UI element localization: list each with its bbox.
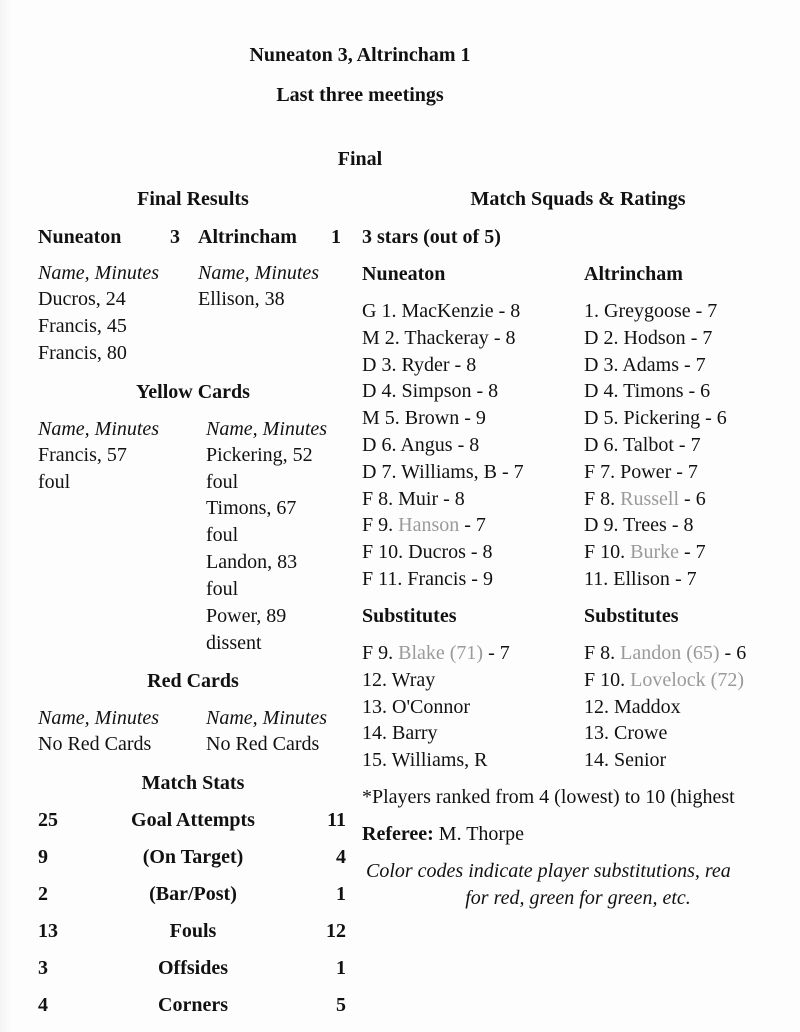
player-name: Hodson bbox=[623, 326, 686, 349]
yellow-card-entry: Timons, 67 bbox=[206, 497, 297, 519]
home-subs-heading: Substitutes bbox=[362, 605, 457, 627]
player-position-number: D 6. bbox=[584, 434, 624, 456]
player-name: Angus bbox=[400, 434, 453, 456]
player-position-number: 1. bbox=[584, 300, 604, 322]
stat-label: Fouls bbox=[169, 920, 217, 942]
stat-label: (Bar/Post) bbox=[149, 883, 237, 905]
player-position-number: D 4. bbox=[584, 380, 624, 403]
player-row bbox=[362, 461, 524, 484]
substitute-row bbox=[584, 642, 746, 665]
player-position-number: F 8. bbox=[362, 487, 399, 510]
yellow-card-entry: Landon, 83 bbox=[206, 551, 298, 573]
stat-away-value: 11 bbox=[327, 809, 346, 831]
player-rating: - 7 bbox=[679, 353, 706, 376]
match-stats-heading: Match Stats bbox=[141, 772, 245, 794]
player-rating: - 8 bbox=[452, 434, 480, 456]
home-goals-header: Name, Minutes bbox=[38, 262, 160, 284]
player-name: Wray bbox=[391, 668, 436, 691]
yellow-card-entry: Pickering, 52 bbox=[206, 444, 313, 466]
home-yellow-header: Name, Minutes bbox=[38, 418, 160, 440]
player-rating: - 6 bbox=[700, 407, 727, 430]
player-rating: - 7 bbox=[673, 434, 701, 456]
player-name: Williams, B bbox=[401, 460, 497, 483]
player-position-number: D 2. bbox=[584, 326, 624, 349]
player-row bbox=[584, 354, 706, 377]
away-red-cards: No Red Cards bbox=[206, 733, 320, 755]
ranking-note: *Players ranked from 4 (lowest) to 10 (highest bbox=[362, 786, 735, 808]
player-row bbox=[362, 354, 476, 377]
player-row bbox=[362, 514, 486, 537]
player-row bbox=[584, 541, 706, 564]
yellow-cards-heading: Yellow Cards bbox=[136, 381, 250, 403]
away-squad-label: Altrincham bbox=[584, 263, 683, 285]
player-name: Talbot bbox=[623, 434, 674, 456]
player-row bbox=[362, 488, 465, 511]
player-name: Adams bbox=[622, 353, 680, 376]
player-row bbox=[362, 327, 515, 350]
away-goals-header: Name, Minutes bbox=[198, 262, 320, 284]
player-position-number: F 10. bbox=[362, 541, 409, 564]
player-name: Muir bbox=[398, 487, 439, 510]
stat-label: Offsides bbox=[158, 957, 228, 979]
stat-label: (On Target) bbox=[142, 846, 244, 868]
player-position-number: D 9. bbox=[584, 514, 624, 537]
player-name: Simpson bbox=[401, 380, 472, 403]
goal-entry: Francis, 80 bbox=[38, 342, 127, 364]
player-name: Crowe bbox=[614, 722, 668, 745]
final-results-heading: Final Results bbox=[137, 188, 249, 210]
player-name: Greygoose bbox=[604, 300, 691, 322]
player-row bbox=[584, 407, 727, 430]
goal-entry: Francis, 45 bbox=[38, 315, 127, 337]
stage-label: Final bbox=[337, 148, 383, 170]
player-position-number: D 3. bbox=[584, 353, 623, 376]
player-position-number: 14. bbox=[362, 722, 392, 745]
substitute-row bbox=[584, 722, 667, 745]
player-rating: - 6 bbox=[679, 487, 706, 510]
color-note-line-1: Color codes indicate player substitutions, rea bbox=[366, 860, 731, 882]
stat-label: Corners bbox=[158, 994, 228, 1016]
player-name: Ellison bbox=[613, 568, 670, 590]
away-red-header: Name, Minutes bbox=[206, 707, 328, 729]
stat-home-value: 13 bbox=[38, 920, 58, 942]
player-position-number: F 10. bbox=[584, 668, 631, 691]
away-yellow-header: Name, Minutes bbox=[206, 418, 328, 440]
home-team-label: Nuneaton bbox=[38, 226, 122, 248]
player-name: Lovelock (72) bbox=[630, 668, 744, 691]
player-rating: - 7 bbox=[459, 514, 486, 537]
player-position-number: M 2. bbox=[362, 326, 405, 349]
yellow-card-reason: foul bbox=[206, 524, 239, 546]
color-note-line-2: for red, green for green, etc. bbox=[465, 887, 691, 909]
player-position-number: F 8. bbox=[584, 487, 621, 510]
stat-home-value: 9 bbox=[38, 846, 48, 868]
home-squad-label: Nuneaton bbox=[362, 263, 446, 285]
player-position-number: F 8. bbox=[584, 642, 621, 664]
stat-home-value: 2 bbox=[38, 883, 48, 905]
player-name: Williams, R bbox=[391, 749, 488, 772]
goal-entry: Ellison, 38 bbox=[198, 288, 285, 310]
player-position-number: D 3. bbox=[362, 353, 402, 376]
player-position-number: F 9. bbox=[362, 642, 399, 664]
player-position-number: F 7. bbox=[584, 460, 621, 483]
player-name: Francis bbox=[407, 568, 467, 590]
stat-home-value: 25 bbox=[38, 809, 58, 831]
player-name: Timons bbox=[623, 380, 684, 403]
player-position-number: D 5. bbox=[584, 407, 624, 430]
player-rating: - 8 bbox=[438, 487, 465, 510]
substitute-row bbox=[362, 669, 435, 692]
page-subtitle: Last three meetings bbox=[276, 84, 444, 106]
yellow-card-reason: dissent bbox=[206, 632, 262, 654]
star-rating: 3 stars (out of 5) bbox=[362, 226, 501, 248]
stat-home-value: 4 bbox=[38, 994, 48, 1016]
player-rating: - 7 bbox=[496, 460, 524, 483]
away-team-label: Altrincham bbox=[198, 226, 297, 248]
player-position-number: 13. bbox=[362, 695, 392, 718]
player-position-number: D 4. bbox=[362, 380, 402, 403]
player-rating: - 8 bbox=[449, 353, 477, 376]
player-position-number: F 9. bbox=[362, 514, 399, 537]
substitute-row bbox=[584, 696, 681, 719]
player-name: Pickering bbox=[623, 407, 701, 430]
player-name: Landon (65) bbox=[620, 642, 720, 664]
home-red-cards: No Red Cards bbox=[38, 733, 152, 755]
substitute-row bbox=[362, 722, 438, 745]
player-name: Trees bbox=[623, 514, 667, 537]
yellow-card-reason: foul bbox=[38, 471, 71, 493]
player-position-number: F 10. bbox=[584, 541, 631, 564]
stat-label: Goal Attempts bbox=[131, 809, 255, 831]
substitute-row bbox=[362, 642, 510, 665]
player-position-number: D 6. bbox=[362, 434, 401, 456]
player-row bbox=[362, 380, 498, 403]
player-rating: - 9 bbox=[459, 407, 486, 430]
player-rating: - 7 bbox=[483, 642, 510, 664]
player-position-number: 12. bbox=[584, 695, 614, 718]
home-red-header: Name, Minutes bbox=[38, 707, 160, 729]
player-row bbox=[362, 568, 493, 591]
player-position-number: 14. bbox=[584, 749, 614, 772]
player-name: Burke bbox=[630, 541, 680, 564]
player-position-number: G 1. bbox=[362, 300, 402, 322]
substitute-row bbox=[584, 669, 744, 692]
player-name: Power bbox=[620, 460, 672, 483]
player-row bbox=[362, 407, 486, 430]
player-position-number: M 5. bbox=[362, 407, 405, 430]
player-rating: - 7 bbox=[669, 568, 697, 590]
player-row bbox=[584, 514, 693, 537]
stat-away-value: 1 bbox=[336, 957, 346, 979]
player-name: Ryder bbox=[401, 353, 450, 376]
player-name: O'Connor bbox=[392, 695, 471, 718]
referee-name: M. Thorpe bbox=[433, 823, 524, 845]
player-position-number: 11. bbox=[584, 568, 614, 590]
player-rating: - 7 bbox=[690, 300, 718, 322]
player-row bbox=[584, 327, 712, 350]
player-name: Barry bbox=[392, 722, 438, 745]
player-rating: - 7 bbox=[671, 460, 698, 483]
player-rating: - 6 bbox=[683, 380, 711, 403]
player-rating: - 7 bbox=[679, 541, 706, 564]
squads-heading: Match Squads & Ratings bbox=[470, 188, 686, 210]
player-position-number: D 7. bbox=[362, 460, 402, 483]
player-row bbox=[584, 568, 697, 591]
substitute-row bbox=[362, 749, 488, 772]
player-rating: - 8 bbox=[493, 300, 521, 322]
player-position-number: F 11. bbox=[362, 568, 408, 590]
player-name: Blake (71) bbox=[398, 642, 484, 664]
yellow-card-reason: foul bbox=[206, 578, 239, 600]
player-row bbox=[584, 461, 698, 484]
yellow-card-reason: foul bbox=[206, 471, 239, 493]
away-subs-heading: Substitutes bbox=[584, 605, 679, 627]
player-rating: - 8 bbox=[465, 541, 493, 564]
player-name: Russell bbox=[620, 487, 680, 510]
referee-line bbox=[362, 823, 524, 846]
player-rating: - 7 bbox=[685, 326, 713, 349]
player-row bbox=[584, 488, 706, 511]
red-cards-heading: Red Cards bbox=[147, 670, 239, 692]
player-rating: - 9 bbox=[466, 568, 493, 590]
player-name: Ducros bbox=[408, 541, 466, 564]
player-rating: - 8 bbox=[471, 380, 499, 403]
player-name: Hanson bbox=[398, 514, 460, 537]
player-name: Maddox bbox=[614, 695, 681, 718]
player-position-number: 15. bbox=[362, 749, 392, 772]
player-rating: - 8 bbox=[666, 514, 694, 537]
page-title: Nuneaton 3, Altrincham 1 bbox=[249, 44, 471, 66]
player-row bbox=[362, 434, 479, 457]
stat-away-value: 1 bbox=[336, 883, 346, 905]
player-row bbox=[584, 434, 701, 457]
substitute-row bbox=[362, 696, 470, 719]
stat-away-value: 12 bbox=[326, 920, 346, 942]
player-row bbox=[362, 300, 520, 323]
player-row bbox=[362, 541, 493, 564]
goal-entry: Ducros, 24 bbox=[38, 288, 126, 310]
player-name: Senior bbox=[614, 749, 667, 772]
player-rating: - 6 bbox=[719, 642, 747, 664]
yellow-card-entry: Power, 89 bbox=[206, 605, 287, 627]
away-score: 1 bbox=[331, 226, 341, 248]
player-name: Brown bbox=[404, 407, 460, 430]
player-row bbox=[584, 380, 710, 403]
player-position-number: 12. bbox=[362, 668, 392, 691]
player-name: Thackeray bbox=[404, 326, 489, 349]
stat-away-value: 4 bbox=[336, 846, 346, 868]
player-row bbox=[584, 300, 717, 323]
referee-label: Referee: bbox=[362, 823, 434, 845]
substitute-row bbox=[584, 749, 666, 772]
stat-home-value: 3 bbox=[38, 957, 48, 979]
yellow-card-entry: Francis, 57 bbox=[38, 444, 127, 466]
home-score: 3 bbox=[170, 226, 180, 248]
stat-away-value: 5 bbox=[336, 994, 346, 1016]
player-rating: - 8 bbox=[488, 326, 516, 349]
player-position-number: 13. bbox=[584, 722, 614, 745]
player-name: MacKenzie bbox=[401, 300, 494, 322]
